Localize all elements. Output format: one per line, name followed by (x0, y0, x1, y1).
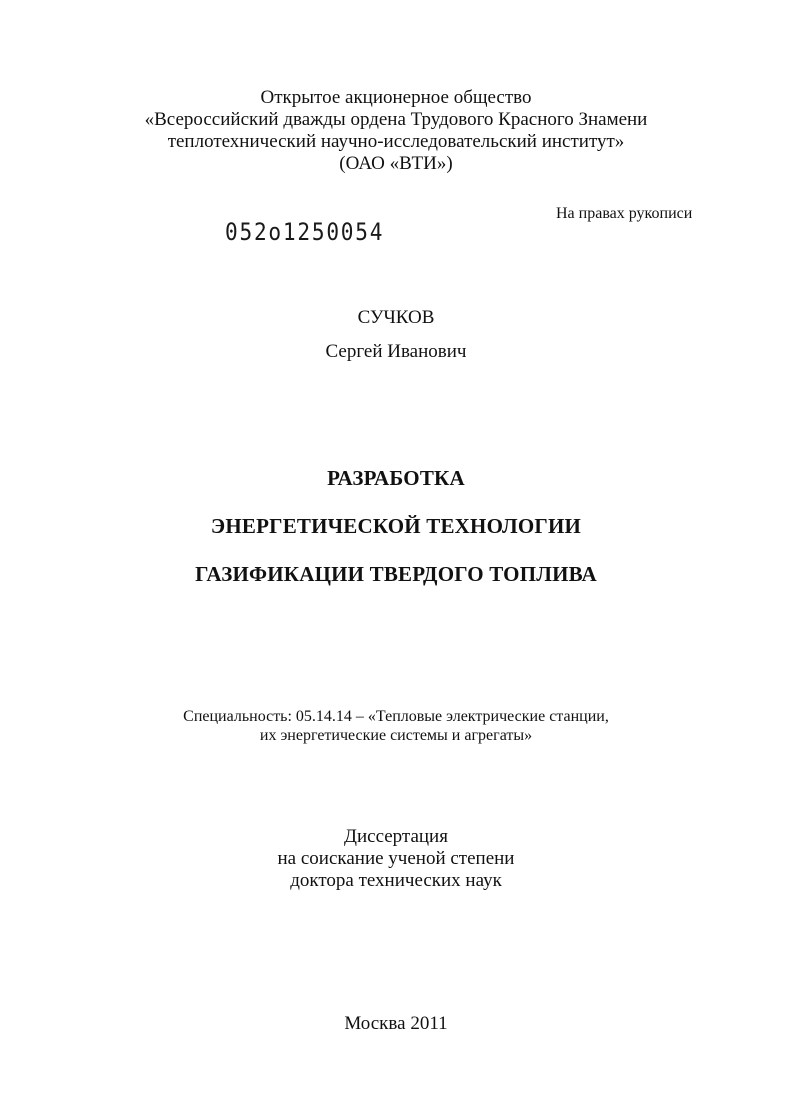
title-line-1: РАЗРАБОТКА (327, 466, 465, 490)
stamp-number: 052о1250054 (225, 218, 385, 246)
author-surname: СУЧКОВ (357, 307, 435, 328)
title-line-3: ГАЗИФИКАЦИИ ТВЕРДОГО ТОПЛИВА (195, 562, 597, 586)
title-line-2: ЭНЕРГЕТИЧЕСКОЙ ТЕХНОЛОГИИ (210, 514, 582, 538)
organization-block (0, 87, 792, 175)
author-given-name: Сергей Иванович (325, 341, 467, 362)
organization-line-2: «Всероссийский дважды ордена Трудового Красного Знамени (144, 109, 648, 130)
organization-line-3: теплотехнический научно-исследовательский институт» (167, 131, 625, 152)
dissertation-line-3: доктора технических наук (290, 870, 502, 891)
dissertation-line-2: на соискание ученой степени (277, 848, 515, 869)
organization-line-1: Открытое акционерное общество (260, 87, 532, 108)
organization-line-4: (ОАО «ВТИ») (339, 153, 453, 174)
place-year: Москва 2011 (344, 1013, 448, 1034)
specialty-line-2: их энергетические системы и агрегаты» (259, 727, 533, 744)
dissertation-block (0, 826, 792, 892)
specialty-line-1: Специальность: 05.14.14 – «Тепловые электрические станции, (183, 708, 609, 725)
dissertation-line-1: Диссертация (344, 826, 448, 847)
manuscript-note: На правах рукописи (556, 205, 693, 222)
specialty-block (0, 707, 792, 745)
